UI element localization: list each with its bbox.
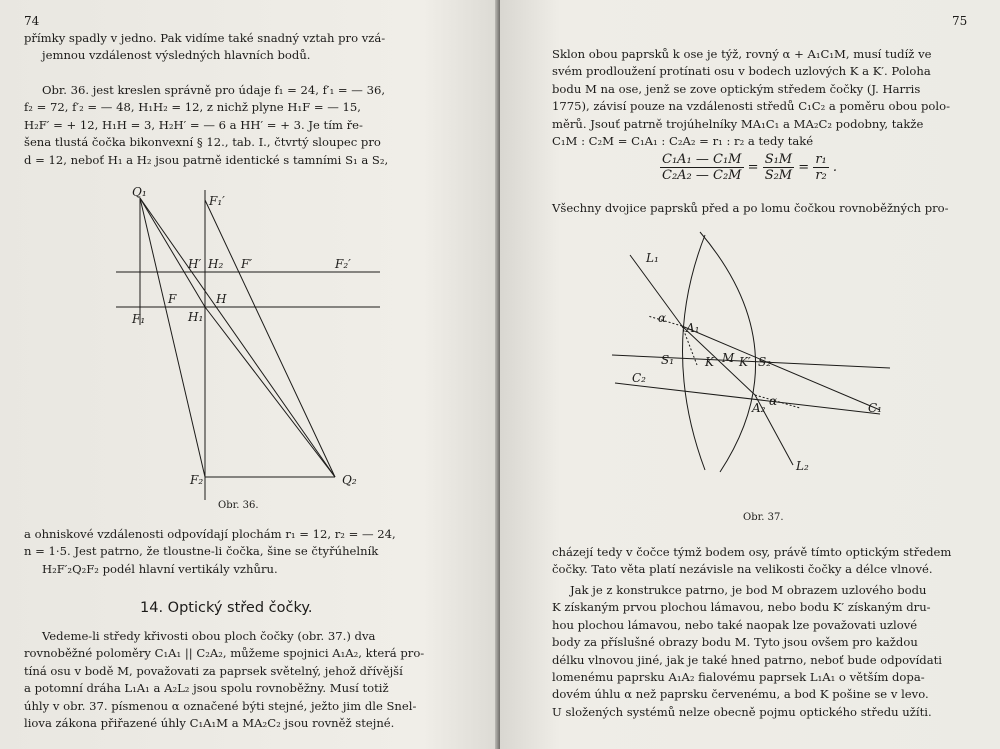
text-line: n = 1·5. Jest patrno, že tloustne-li čočka, šine se čtyřúhelník [24,544,379,559]
paragraph [24,628,446,732]
label-H: H [216,292,227,306]
text-line: C₁M : C₂M = C₁A₁ : C₂A₂ = r₁ : r₂ a tedy také [552,134,814,149]
text-line: šena tlustá čočka bikonvexní § 12., tab. I., čtvrtý sloupec pro [24,135,381,150]
text-line: K získaným prvou plochou lámavou, nebo bodu K′ získaným dru- [552,600,931,615]
text-line: přímky spadly v jedno. Pak vidíme také snadný vztah pro vzá- [24,31,386,45]
label-Q2: Q₂ [342,473,357,487]
label-C1: C₁ [868,401,882,415]
label-Hprime: H′ [188,257,202,271]
text-line: a ohniskové vzdálenosti odpovídají plochám r₁ = 12, r₂ = — 24, [24,527,396,541]
label-F: F [168,292,177,306]
label-H2: H₂ [208,257,224,271]
text-line: svém prodloužení protínati osu v bodech uzlových K a K′. Poloha [552,64,931,79]
figure-caption: Obr. 36. [218,500,259,511]
text-line: dovém úhlu α než paprsku červenému, a bod K pošine se v levo. [552,687,929,702]
equals-sign: = [798,160,810,175]
text-line: délku vlnovou jiné, jak je také hned patrno, neboť bude odpovídati [552,652,943,667]
text-line: f₂ = 72, f′₂ = — 48, H₁H₂ = 12, z nichž plyne H₁F = — 15, [24,100,361,115]
paragraph [552,582,968,721]
left-page [0,0,498,749]
label-A1: A₁ [686,321,700,335]
text-line: d = 12, neboť H₁ a H₂ jsou patrně identické s tamními S₁ a S₂, [24,152,389,167]
label-F1: F₁ [132,312,146,326]
text-line: lomenému paprsku A₁A₂ fialovému paprsek L₁A₁ o větším dopa- [552,670,925,685]
period: . [832,160,838,175]
text-line: U složených systémů nelze obecně pojmu optického středu užíti. [552,704,932,719]
text-line: a potomní dráha L₁A₁ a A₂L₂ jsou spolu rovnoběžny. Musí totiž [24,681,389,696]
text-line: Jak je z konstrukce patrno, je bod M obrazem uzlového bodu [570,583,927,597]
denominator: C₂A₂ — C₂M [662,168,742,183]
text-line: Obr. 36. jest kreslen správně pro údaje f₁ = 24, f′₁ = — 36, [42,83,386,97]
label-L1: L₁ [646,251,659,265]
text-line: liova zákona přiřazené úhly C₁A₁M a MA₂C₂ jsou rovněž stejné. [24,716,395,731]
text-line: měrů. Jsouť patrně trojúhelníky MA₁C₁ a MA₂C₂ podobny, takže [552,116,924,131]
text-line: čočky. Tato věta platí nezávisle na velikosti čočky a délce vlnové. [552,562,933,577]
label-L2: L₂ [796,459,809,473]
text-line: bodu M na ose, jenž se zove optickým středem čočky (J. Harris [552,81,921,96]
paragraph [552,544,968,579]
page-number: 74 [24,14,40,28]
numerator: r₁ [815,152,827,167]
label-F2prime: F₂′ [335,257,351,271]
text-line: hou plochou lámavou, nebo také naopak lze považovati uzlové [552,617,918,632]
text-line: H₂F′₂Q₂F₂ podél hlavní vertikály vzhůru. [42,561,278,576]
text-line: jemnou vzdálenost výsledných hlavních bodů. [42,48,311,63]
paragraph [24,526,446,578]
text-line: Všechny dvojice paprsků před a po lomu čočkou rovnoběžných pro- [552,201,949,215]
text-line: Vedeme-li středy křivosti obou ploch čočky (obr. 37.) dva [42,629,376,643]
text-line: 1775), závisí pouze na vzdálenosti středů C₁C₂ a poměru obou polo- [552,99,951,114]
label-alpha: α [769,394,778,408]
label-F2: F₂ [190,473,204,487]
text-line: cházejí tedy v čočce týmž bodem osy, právě tímto optickým středem [552,545,952,559]
label-H1: H₁ [188,310,204,324]
label-S1: S₁ [661,353,675,367]
right-page [500,0,1000,749]
label-M: M [722,351,735,365]
label-A2: A₂ [752,401,766,415]
text-line: tíná osu v bodě M, považovati za paprsek světelný, jehož dřívější [24,663,403,678]
label-F1prime: F₁′ [209,194,225,208]
denominator: r₂ [815,168,827,183]
numerator: C₁A₁ — C₁M [662,152,742,167]
equals-sign: = [747,160,759,175]
text-line: body za příslušné obrazy bodu M. Tyto jsou ovšem pro každou [552,635,918,650]
text-line: H₂F′ = + 12, H₁H = 3, H₂H′ = — 6 a HH′ = + 3. Je tím ře- [24,117,363,132]
figure-36-diagram [0,0,498,520]
label-Kprime: K′ [739,355,751,369]
figure-caption: Obr. 37. [743,512,784,523]
label-Q1: Q₁ [132,185,147,199]
label-S2: S₂ [758,355,772,369]
label-Fprime: F′ [241,257,253,271]
denominator: S₂M [764,168,793,183]
text-line: rovnoběžné poloměry C₁A₁ || C₂A₂, můžeme spojnici A₁A₂, která pro- [24,646,425,661]
text-line: úhly v obr. 37. písmenou α označené býti stejné, ježto jim dle Snel- [24,698,417,713]
text-line: Sklon obou paprsků k ose je týž, rovný α + A₁C₁M, musí tudíž ve [552,47,932,61]
numerator: S₁M [764,152,793,167]
label-alpha: α [658,311,667,325]
label-C2: C₂ [632,371,646,385]
section-heading: 14. Optický střed čočky. [140,600,313,616]
figure-37-diagram [500,0,1000,520]
label-K: K [705,355,714,369]
page-number: 75 [952,14,968,28]
